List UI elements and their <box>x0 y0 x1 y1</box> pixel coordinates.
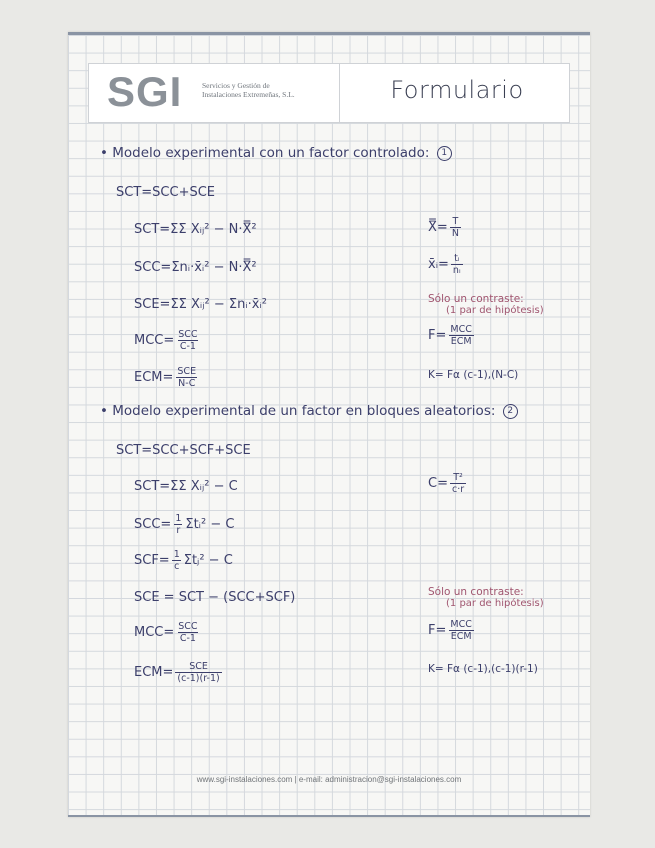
ecm-fraction <box>175 366 198 389</box>
section-1-f-formula <box>428 324 476 347</box>
scc-lhs: SCC= <box>134 260 172 275</box>
c-lhs: C= <box>428 476 448 491</box>
section-1-mcc-formula <box>134 329 202 352</box>
xbari-den: nᵢ <box>452 265 461 276</box>
company-name <box>202 81 322 99</box>
c-num: T² <box>453 472 463 483</box>
scf-den: c <box>174 561 180 572</box>
section-2-number: 2 <box>503 404 518 419</box>
section-2-sce-formula: SCE = SCT − (SCC+SCF) <box>134 590 296 605</box>
xbarbar-fraction <box>450 216 461 239</box>
ecm-num: SCE <box>177 366 197 377</box>
section-2-f-formula <box>428 619 476 642</box>
section-2-scc-formula <box>134 513 234 536</box>
ecm2-lhs: ECM= <box>134 665 174 680</box>
section-1-scc-formula <box>134 260 257 275</box>
scf-fraction <box>172 549 182 572</box>
sct-body: ΣΣ Xᵢⱼ² − N·X̿² <box>170 222 257 237</box>
scc2-body: Σtᵢ² − C <box>185 517 235 532</box>
page-bottom-rule <box>68 815 590 817</box>
footer-separator: | <box>294 775 297 784</box>
section-1-sct-formula <box>134 222 257 237</box>
company-line-1: Servicios y Gestión de <box>202 81 270 90</box>
xbarbar-lhs: X̿= <box>428 220 448 235</box>
mcc2-fraction <box>176 621 199 644</box>
f-den: ECM <box>450 336 472 347</box>
section-1-note-line-1: Sólo un contraste: <box>428 293 524 305</box>
section-1-xbari-formula <box>428 253 465 276</box>
scc2-fraction <box>173 513 183 536</box>
section-2-note-line-1: Sólo un contraste: <box>428 586 524 598</box>
f-fraction <box>448 324 473 347</box>
sct-lhs: SCT= <box>134 222 171 237</box>
c-fraction <box>450 472 466 495</box>
mcc2-lhs: MCC= <box>134 625 175 640</box>
mcc-fraction <box>176 329 199 352</box>
section-1-title: • Modelo experimental con un factor controlado: 1 <box>100 145 452 161</box>
f2-den: ECM <box>450 631 472 642</box>
ecm2-num: SCE <box>189 661 208 672</box>
sce-body: ΣΣ Xᵢⱼ² − Σnᵢ·x̄ᵢ² <box>170 297 268 312</box>
page-header <box>88 63 570 123</box>
section-1-ecm-formula <box>134 366 200 389</box>
section-2-ecm-formula <box>134 661 224 684</box>
scc2-lhs: SCC= <box>134 517 172 532</box>
scf-num: 1 <box>173 549 180 560</box>
scf-body: Σtⱼ² − C <box>183 553 233 568</box>
section-2-note <box>428 586 544 610</box>
scc-body: Σnᵢ·x̄ᵢ² − N·X̿² <box>171 260 257 275</box>
ecm-lhs: ECM= <box>134 370 174 385</box>
mcc2-num: SCC <box>178 621 198 632</box>
section-1-number: 1 <box>437 146 452 161</box>
section-1-note-line-2: (1 par de hipótesis) <box>446 305 544 316</box>
scc2-den: r <box>176 525 181 536</box>
section-1-title-text: Modelo experimental con un factor controlado: <box>112 145 430 161</box>
xbarbar-den: N <box>451 228 459 239</box>
f2-num: MCC <box>450 619 472 630</box>
section-2-title: • Modelo experimental de un factor en bloques aleatorios: 2 <box>100 403 518 419</box>
header-divider <box>339 64 340 122</box>
scf-lhs: SCF= <box>134 553 170 568</box>
section-1-sct-sum: SCT=SCC+SCE <box>116 185 216 200</box>
section-1-xbarbar-formula <box>428 216 463 239</box>
mcc-lhs: MCC= <box>134 333 175 348</box>
footer-email: e-mail: administracion@sgi-instalaciones.com <box>298 775 462 784</box>
f-lhs: F= <box>428 328 447 343</box>
section-2-sct-sum: SCT=SCC+SCF+SCE <box>116 443 251 458</box>
section-2-mcc-formula <box>134 621 202 644</box>
form-title: Formulario <box>390 76 524 104</box>
section-2-k-formula: K= Fα (c-1),(c-1)(r-1) <box>428 663 538 675</box>
c-den: c·r <box>451 484 465 495</box>
ecm-den: N-C <box>178 378 196 389</box>
xbari-lhs: x̄ᵢ= <box>428 257 449 272</box>
section-2-title-text: Modelo experimental de un factor en bloques aleatorios: <box>112 403 496 419</box>
section-2-note-line-2: (1 par de hipótesis) <box>446 598 544 609</box>
section-1-k-formula: K= Fα (c-1),(N-C) <box>428 369 519 381</box>
scc2-num: 1 <box>175 513 182 524</box>
f2-fraction <box>448 619 473 642</box>
sgi-logo: SGI <box>107 68 183 115</box>
f2-lhs: F= <box>428 623 447 638</box>
ecm2-den: (c-1)(r-1) <box>177 673 220 684</box>
sce-lhs: SCE= <box>134 297 171 312</box>
company-line-2: Instalaciones Extremeñas, S.L. <box>202 90 295 99</box>
footer-website: www.sgi-instalaciones.com <box>196 775 293 784</box>
xbarbar-num: T <box>452 216 459 227</box>
section-2-scf-formula <box>134 549 233 572</box>
section-1-note <box>428 293 544 317</box>
mcc-num: SCC <box>178 329 198 340</box>
section-1-sce-formula <box>134 297 267 312</box>
sct2-lhs: SCT= <box>134 479 171 494</box>
mcc2-den: C-1 <box>179 633 196 644</box>
section-2-c-formula <box>428 472 468 495</box>
ecm2-fraction <box>175 661 221 684</box>
xbari-fraction <box>451 253 463 276</box>
section-2-sct-formula <box>134 479 238 494</box>
page-footer <box>68 775 590 784</box>
sct2-body: ΣΣ Xᵢⱼ² − C <box>170 479 238 494</box>
mcc-den: C-1 <box>179 341 196 352</box>
f-num: MCC <box>450 324 472 335</box>
notebook-page <box>68 32 590 817</box>
xbari-num: tᵢ <box>454 253 460 264</box>
